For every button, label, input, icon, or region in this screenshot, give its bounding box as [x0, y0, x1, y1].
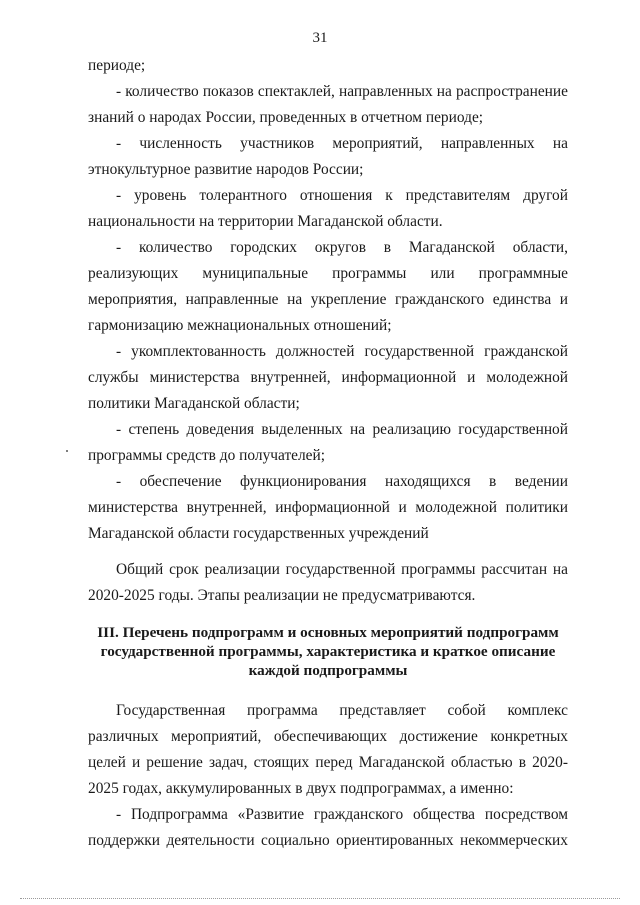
scan-speck: [66, 450, 68, 452]
section-paragraph: Государственная программа представляет собой комплекс различных мероприятий, обеспечивающих достижение конкретных целей и решение задач, стоящих перед Магаданской областью в 2020-2025 годах, аккумулированных в двух подпрограммах, а именно:: [88, 702, 568, 797]
list-item: - укомплектованность должностей государственной гражданской службы министерства внутренней, информационной и молодежной политики Магаданской области;: [88, 343, 568, 412]
list-item: - уровень толерантного отношения к представителям другой национальности на территории Магаданской области.: [88, 187, 568, 230]
paragraph: периоде;: [88, 57, 146, 74]
section-paragraph: - Подпрограмма «Развитие гражданского общества посредством поддержки деятельности социально ориентированных некоммерческих: [88, 806, 568, 849]
list-item: - количество показов спектаклей, направленных на распространение знаний о народах России, проведенных в отчетном периоде;: [88, 83, 568, 126]
list-item: - обеспечение функционирования находящихся в ведении министерства внутренней, информационной и молодежной политики Магаданской области государственных учреждений: [88, 473, 568, 542]
list-item: - степень доведения выделенных на реализацию государственной программы средств до получателей;: [88, 421, 568, 464]
page-number: 31: [312, 30, 328, 46]
document-body: [88, 53, 568, 854]
footer-line: [20, 898, 620, 900]
list-item: - количество городских округов в Магаданской области, реализующих муниципальные программы или программные мероприятия, направленные на укрепление гражданского единства и гармонизацию межнациональных отношений;: [88, 239, 568, 334]
section-title: III. Перечень подпрограмм и основных мероприятий подпрограмм государственной программы, характеристика и краткое описание каждой подпрограммы: [97, 624, 559, 679]
list-item: - численность участников мероприятий, направленных на этнокультурное развитие народов России;: [88, 135, 568, 178]
term-paragraph: Общий срок реализации государственной программы рассчитан на 2020-2025 годы. Этапы реализации не предусматриваются.: [88, 561, 568, 604]
